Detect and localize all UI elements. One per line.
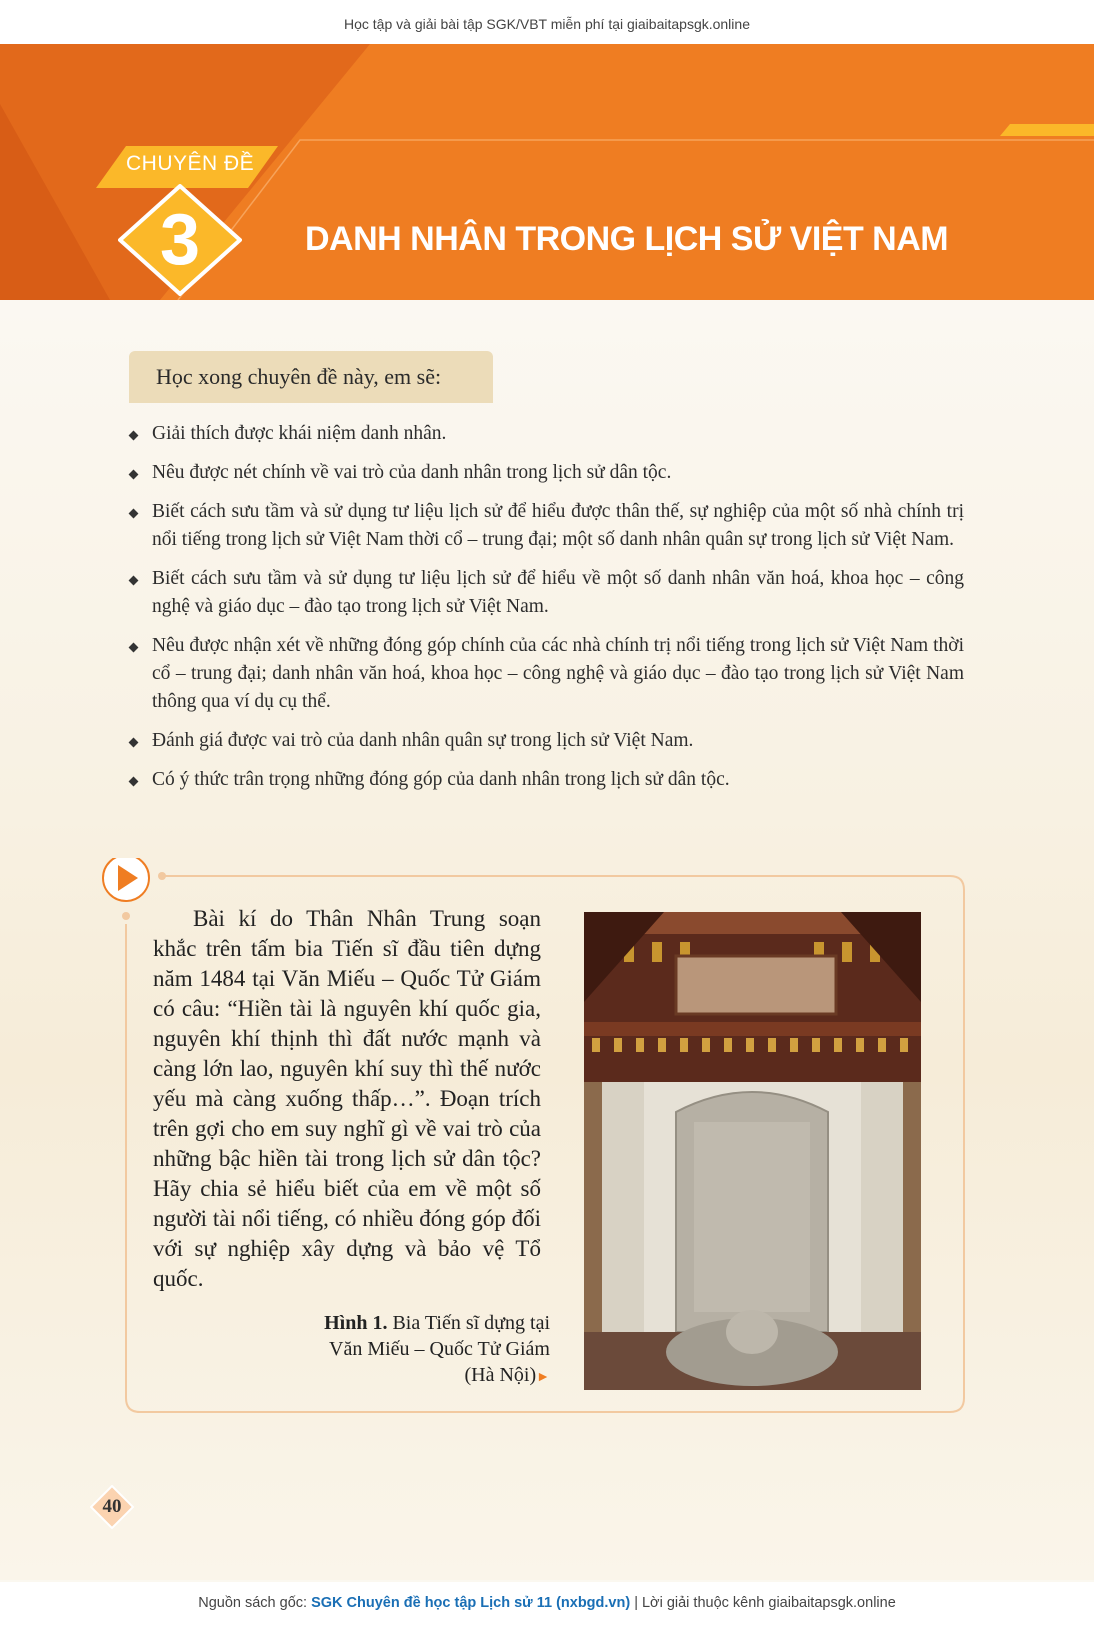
top-note: Học tập và giải bài tập SGK/VBT miễn phí tại giaibaitapsgk.online — [0, 0, 1094, 44]
caption-label: Hình 1. — [324, 1312, 388, 1334]
caption-line: Văn Miếu – Quốc Tử Giám — [329, 1338, 550, 1360]
stele-photo — [584, 912, 921, 1390]
bullet-icon — [129, 431, 139, 441]
objective-item: Đánh giá được vai trò của danh nhân quân sự trong lịch sử Việt Nam. — [130, 727, 964, 755]
footer: Nguồn sách gốc: SGK Chuyên đề học tập Lịch sử 11 (nxbgd.vn) | Lời giải thuộc kênh giaibaitapsgk.online — [0, 1582, 1094, 1626]
chapter-title: DANH NHÂN TRONG LỊCH SỬ VIỆT NAM — [305, 220, 949, 258]
caption-line: Bia Tiến sĩ dựng tại — [392, 1312, 550, 1334]
play-icon — [103, 858, 149, 901]
frame-dot — [122, 912, 130, 920]
bullet-icon — [129, 576, 139, 586]
bullet-icon — [129, 470, 139, 480]
bullet-icon — [129, 509, 139, 519]
objective-item: Nêu được nhận xét về những đóng góp chính của các nhà chính trị nổi tiếng trong lịch sử Việt Nam thời cổ – trung đại; danh nhân văn hoá, khoa học – công nghệ và giáo dục – đào tạo trong lịch sử Việt Nam thông qua ví dụ cụ thể. — [130, 632, 964, 716]
caption-line: (Hà Nội) — [464, 1364, 537, 1386]
intro-paragraph: Bài kí do Thân Nhân Trung soạn khắc trên tấm bia Tiến sĩ đầu tiên dựng năm 1484 tại Văn Miếu – Quốc Tử Giám có câu: “Hiền tài là nguyên khí quốc gia, nguyên khí thịnh thì đất nước mạnh và càng lớn lao, nguyên khí suy thì thế nước yếu mà càng xuống thấp…”. Đoạn trích trên gợi cho em suy nghĩ gì về vai trò của những bậc hiền tài trong lịch sử dân tộc? Hãy chia sẻ hiểu biết của em về một số người tài nổi tiếng, có nhiều đóng góp đối với sự nghiệp xây dựng và bảo vệ Tổ quốc. — [153, 906, 541, 1291]
bullet-icon — [129, 777, 139, 787]
banner-accent-bar — [1000, 124, 1094, 136]
objective-item: Giải thích được khái niệm danh nhân. — [130, 420, 964, 448]
objective-item: Biết cách sưu tầm và sử dụng tư liệu lịch sử để hiểu được thân thế, sự nghiệp của một số nhà chính trị nổi tiếng trong lịch sử Việt Nam thời cổ – trung đại; một số danh nhân quân sự trong lịch sử Việt Nam. — [130, 498, 964, 554]
caption-arrow-icon: ► — [536, 1370, 550, 1385]
objective-item: Nêu được nét chính về vai trò của danh nhân trong lịch sử dân tộc. — [130, 459, 964, 487]
objectives-heading: Học xong chuyên đề này, em sẽ: — [129, 351, 493, 403]
chapter-label: CHUYÊN ĐỀ — [126, 152, 255, 175]
page-number: 40 — [102, 1496, 122, 1517]
objectives-list — [130, 420, 964, 805]
bullet-icon — [129, 643, 139, 653]
bullet-icon — [129, 738, 139, 748]
objective-item: Có ý thức trân trọng những đóng góp của danh nhân trong lịch sử dân tộc. — [130, 766, 964, 794]
figure-caption — [270, 1310, 550, 1391]
chapter-number: 3 — [159, 200, 201, 280]
frame-dot — [158, 872, 166, 880]
objective-item: Biết cách sưu tầm và sử dụng tư liệu lịch sử để hiểu về một số danh nhân văn hoá, khoa học – công nghệ và giáo dục – đào tạo trong lịch sử Việt Nam. — [130, 565, 964, 621]
source-link[interactable]: SGK Chuyên đề học tập Lịch sử 11 (nxbgd.vn) — [311, 1595, 631, 1611]
